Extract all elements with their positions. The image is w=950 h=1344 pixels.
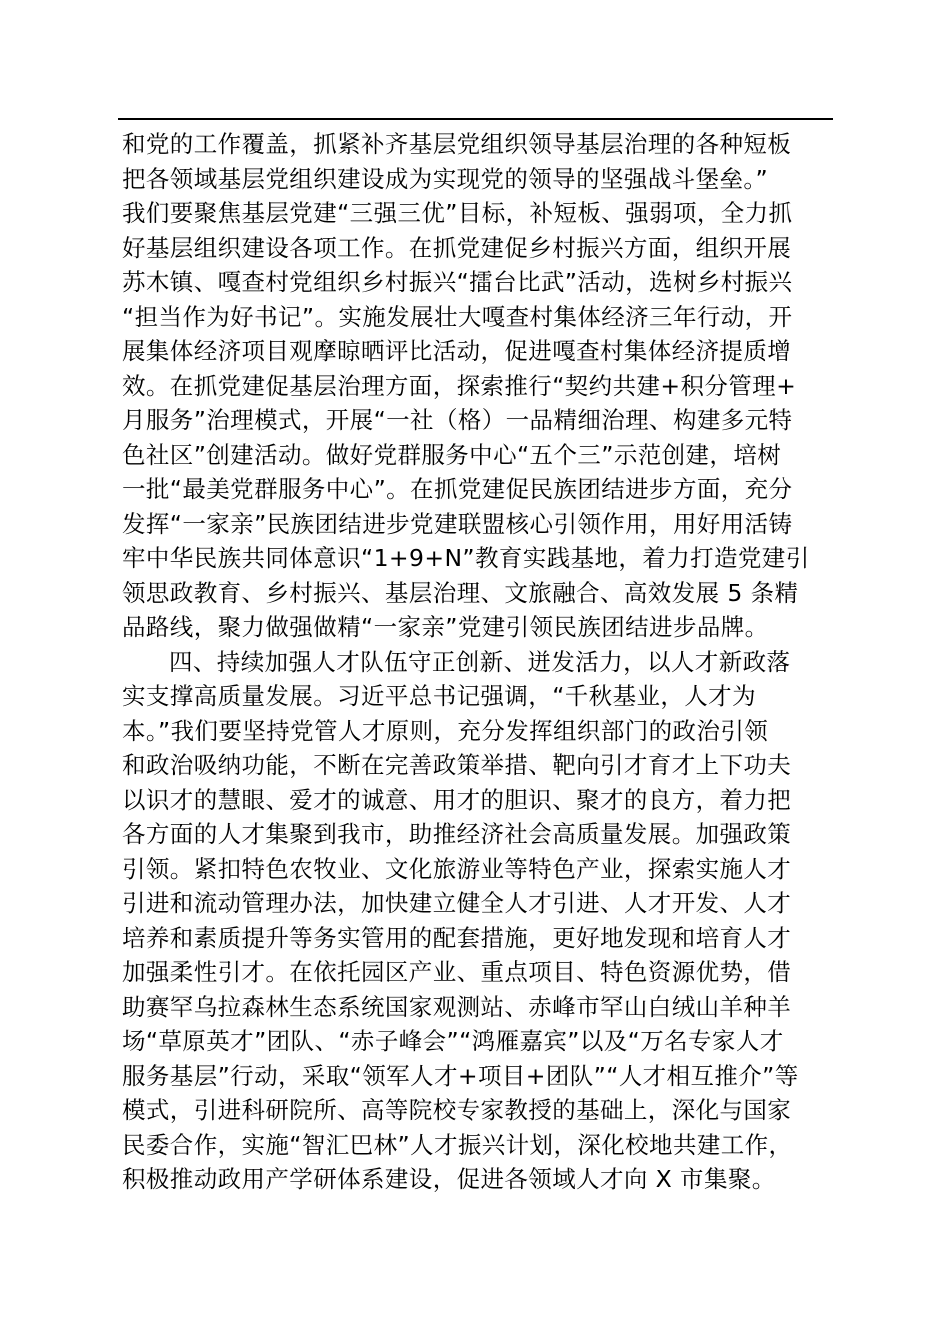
text-line: 场“草原英才”团队、“赤子峰会”“鸿雁嘉宾”以及“万名专家人才 bbox=[122, 1027, 784, 1055]
text-line: 牢中华民族共同体意识“1+9+N”教育实践基地，着力打造党建引 bbox=[122, 544, 810, 572]
text-line: 积极推动政用产学研体系建设，促进各领域人才向 X 市集聚。 bbox=[122, 1165, 776, 1193]
text-line: 苏木镇、嘎查村党组织乡村振兴“擂台比武”活动，选树乡村振兴 bbox=[122, 268, 793, 296]
text-line: 和政治吸纳功能，不断在完善政策举措、靶向引才育才上下功夫 bbox=[122, 751, 792, 779]
text-line: 品路线，聚力做强做精“一家亲”党建引领民族团结进步品牌。 bbox=[122, 613, 769, 641]
text-line: 模式，引进科研院所、高等院校专家教授的基础上，深化与国家 bbox=[122, 1096, 792, 1124]
text-line: 引进和流动管理办法，加快建立健全人才引进、人才开发、人才 bbox=[122, 889, 792, 917]
text-line: 以识才的慧眼、爱才的诚意、用才的胆识、聚才的良方，着力把 bbox=[122, 785, 792, 814]
text-line: 发挥“一家亲”民族团结进步党建联盟核心引领作用，用好用活铸 bbox=[122, 509, 793, 538]
text-line: 各方面的人才集聚到我市，助推经济社会高质量发展。加强政策 bbox=[122, 820, 792, 848]
text-line: 助赛罕乌拉森林生态系统国家观测站、赤峰市罕山白绒山羊种羊 bbox=[122, 992, 792, 1021]
header-rule bbox=[118, 118, 833, 120]
text-line: 服务基层”行动，采取“领军人才+项目+团队”“人才相互推介”等 bbox=[122, 1061, 799, 1090]
text-line: 和党的工作覆盖，抓紧补齐基层党组织领导基层治理的各种短板 bbox=[122, 130, 792, 158]
text-line: 培养和素质提升等务实管用的配套措施，更好地发现和培育人才 bbox=[122, 923, 792, 952]
text-line: 效。在抓党建促基层治理方面，探索推行“契约共建+积分管理+ bbox=[122, 371, 797, 400]
text-line: 一批“最美党群服务中心”。在抓党建促民族团结进步方面，充分 bbox=[122, 475, 793, 503]
text-line: 加强柔性引才。在依托园区产业、重点项目、特色资源优势，借 bbox=[122, 958, 792, 986]
body-text bbox=[122, 127, 834, 1197]
section-heading-line: 四、持续加强人才队伍守正创新、迸发活力，以人才新政落 bbox=[169, 647, 791, 676]
text-line: 实支撑高质量发展。习近平总书记强调，“千秋基业，人才为 bbox=[122, 682, 756, 710]
text-line: 本。”我们要坚持党管人才原则，充分发挥组织部门的政治引领 bbox=[122, 716, 769, 745]
text-line: 色社区”创建活动。做好党群服务中心“五个三”示范创建，培树 bbox=[122, 440, 782, 469]
text-line: 好基层组织建设各项工作。在抓党建促乡村振兴方面，组织开展 bbox=[122, 233, 792, 262]
text-line: 引领。紧扣特色农牧业、文化旅游业等特色产业，探索实施人才 bbox=[122, 854, 792, 883]
text-line: 月服务”治理模式，开展“一社（格）一品精细治理、构建多元特 bbox=[122, 406, 793, 434]
text-line: 我们要聚焦基层党建“三强三优”目标，补短板、强弱项，全力抓 bbox=[122, 199, 793, 227]
text-line: 领思政教育、乡村振兴、基层治理、文旅融合、高效发展 5 条精 bbox=[122, 578, 799, 607]
text-line: 民委合作，实施“智汇巴林”人才振兴计划，深化校地共建工作， bbox=[122, 1130, 793, 1159]
text-line: 展集体经济项目观摩晾晒评比活动，促进嘎查村集体经济提质增 bbox=[122, 337, 792, 365]
text-line: “担当作为好书记”。实施发展壮大嘎查村集体经济三年行动，开 bbox=[122, 302, 793, 331]
text-line: 把各领域基层党组织建设成为实现党的领导的坚强战斗堡垒。” bbox=[122, 164, 769, 193]
